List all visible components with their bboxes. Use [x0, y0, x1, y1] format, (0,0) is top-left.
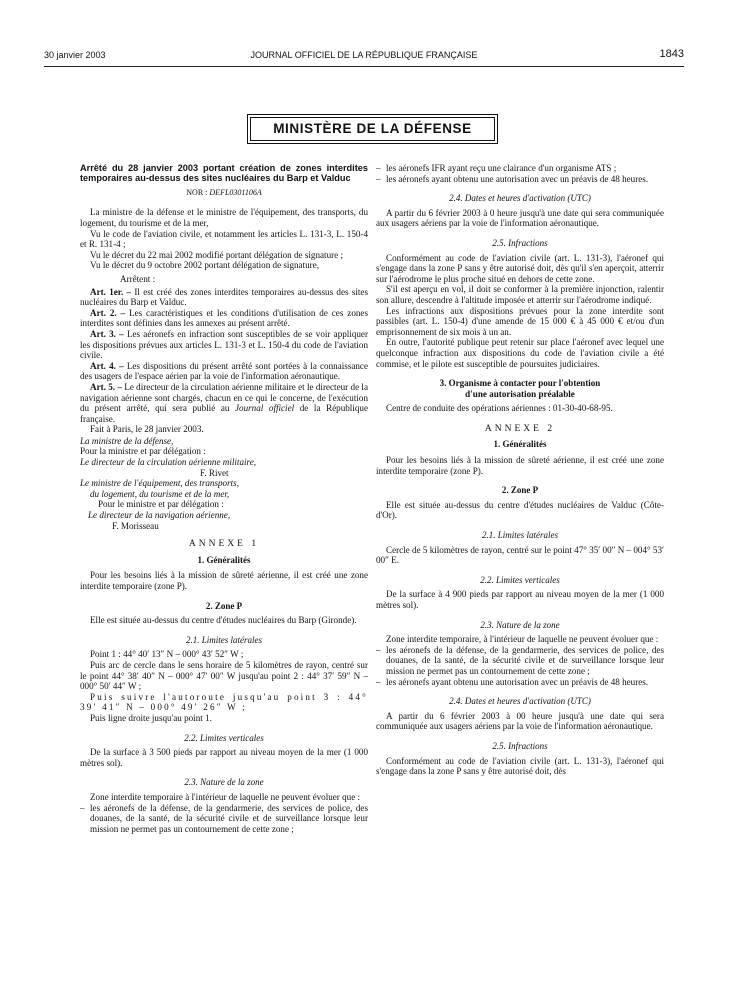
arrete-title: Arrêté du 28 janvier 2003 portant création de zones interdites temporaires au-dessus des sites nucléaires du Barp et Valduc [80, 163, 368, 184]
arretent: Arrêtent : [120, 273, 156, 284]
article-2 [80, 308, 368, 329]
preamble-para: Vu le décret du 9 octobre 2002 portant délégation de signature, [90, 260, 319, 271]
section-title: 2.3. Nature de la zone [184, 777, 264, 788]
section-text: En outre, l'autorité publique peut retenir sur place l'aéronef avec lequel une quelconque infraction aux dispositions du code de l'aviation civile a été commise, et le pilote est susceptible de poursuites judiciaires. [376, 337, 664, 369]
article-text: Les aéronefs en infraction sont susceptibles de se voir appliquer les dispositions prévues aux articles L. 131-3 et L. 150-4 du code de l'aviation civile. [80, 328, 368, 361]
section-text: Pour les besoins liés à la mission de sûreté aérienne, il est créé une zone interdite temporaire (zone P). [80, 570, 368, 591]
section-text: Cercle de 5 kilomètres de rayon, centré sur le point 47° 35′ 00″ N – 004° 53′ 00″ E. [376, 544, 664, 566]
ministry-box: MINISTÈRE DE LA DÉFENSE [250, 117, 495, 141]
section-text: Puis arc de cercle dans le sens horaire de 5 kilomètres de rayon, centré sur le point 44° 38′ 40″ N – 000° 47′ 00″ W jusqu'au point 2 : 44° 37′ 59″ N – 000° 50′ 44″ W ; [80, 659, 368, 692]
section-title: 2.5. Infractions [492, 740, 548, 751]
signature-line: Le directeur de la circulation aérienne militaire, [80, 457, 257, 468]
section-text: Conformément au code de l'aviation civile (art. L. 131-3), l'aéronef qui s'engage dans la zone P sans y être autorisé doit, dès qu'il s'en aperçoit, atterrir sur l'aérodrome le plus proche situé en dehors de cette zone. [376, 252, 664, 284]
section-text: Elle est située au-dessus du centre d'études nucléaires de Valduc (Côte-d'Or). [376, 499, 664, 521]
section-text: A partir du 6 février 2003 à 00 heure jusqu'à une date qui sera communiquée aux usagers aériens par la voie de l'information aéronautique. [376, 710, 664, 732]
signature-line: La ministre de la défense, [80, 435, 174, 446]
article-1 [80, 287, 368, 308]
article-label: Art. 5. – [90, 381, 122, 392]
signature-line: Le ministre de l'équipement, des transports, [80, 478, 239, 489]
section-title: 3. Organisme à contacter pour l'obtention [439, 378, 601, 389]
annexe-1-title: ANNEXE 1 [188, 539, 260, 550]
section-title: 2.2. Limites verticales [184, 732, 264, 743]
article-label: Art. 1er. – [90, 286, 132, 297]
section-title: 2.4. Dates et heures d'activation (UTC) [449, 193, 591, 204]
section-title: 2.1. Limites latérales [186, 634, 262, 645]
article-3 [80, 329, 368, 361]
article-4 [80, 361, 368, 382]
signature-line: Pour la ministre et par délégation : [80, 446, 206, 457]
signature-line: du logement, du tourisme et de la mer, [90, 488, 230, 499]
list-item: – les aéronefs ayant obtenu une autorisation avec un préavis de 48 heures. [376, 677, 664, 688]
section-title: 1. Généralités [197, 554, 251, 565]
section-text: Elle est située au-dessus du centre d'études nucléaires du Barp (Gironde). [90, 615, 357, 626]
article-label: Art. 3. – [90, 328, 124, 339]
section-title: 2.5. Infractions [492, 237, 548, 248]
section-text: Les infractions aux dispositions prévues pour la zone interdite sont passibles (art. L. 150-4) d'une amende de 15 000 € à 45 000 € et/ou d'un emprisonnement de six mois à un an. [376, 305, 664, 337]
preamble-para: Vu le code de l'aviation civile, et notamment les articles L. 131-3, L. 150-4 et R. 131-4 ; [80, 228, 368, 250]
section-text: A partir du 6 février 2003 à 0 heure jusqu'à une date qui sera communiquée aux usagers aériens par la voie de l'information aéronautique. [376, 207, 664, 229]
article-label: Art. 2. – [90, 307, 126, 318]
section-text: Conformément au code de l'aviation civile (art. L. 131-3), l'aéronef qui s'engage dans la zone P sans y être autorisé doit, dès [376, 755, 664, 777]
header-date: 30 janvier 2003 [44, 50, 106, 60]
article-text: de la République française. [80, 403, 368, 424]
section-text: Centre de conduite des opérations aériennes : 01-30-40-68-95. [386, 403, 613, 414]
preamble-para: Vu le décret du 22 mai 2002 modifié portant délégation de signature ; [90, 249, 343, 260]
authorized-list [376, 645, 664, 687]
article-text: Les caractéristiques et les conditions d'utilisation de ces zones interdites sont définies dans les annexes au présent arrêté. [80, 307, 368, 329]
header-page-number: 1843 [659, 48, 684, 60]
right-column [376, 163, 664, 777]
section-title: 2.4. Dates et heures d'activation (UTC) [449, 696, 591, 707]
nor-code: DEFL0301106A [209, 187, 262, 197]
section-title: 2.1. Limites latérales [482, 530, 558, 541]
signature-line: Pour le ministre et par délégation : [98, 499, 224, 510]
authorized-list [80, 803, 368, 835]
section-title: 2. Zone P [205, 600, 243, 611]
section-text: De la surface à 3 500 pieds par rapport au niveau moyen de la mer (1 000 mètres sol). [80, 747, 368, 768]
section-text: Pour les besoins liés à la mission de sûreté aérienne, il est créé une zone interdite temporaire (zone P). [376, 455, 664, 476]
signatory-name: F. Rivet [200, 467, 229, 478]
preamble-para: La ministre de la défense et le ministre de l'équipement, des transports, du logement, du tourisme et de la mer, [80, 207, 368, 228]
annexe-2-title: ANNEXE 2 [484, 423, 556, 434]
authorized-list-continued [376, 163, 664, 184]
list-item: – les aéronefs de la défense, de la gendarmerie, des services de police, des douanes, de la santé, de la sécurité civile et de surveillance lorsque leur mission ne permet pas un contournement de cette zone ; [376, 645, 664, 677]
section-text: Puis ligne droite jusqu'au point 1. [90, 712, 212, 723]
page-header [44, 48, 684, 62]
section-text: Zone interdite temporaire à l'intérieur de laquelle ne peuvent évoluer que : [90, 791, 361, 802]
section-text: Point 1 : 44° 40′ 13″ N – 000° 43′ 52″ W ; [90, 649, 244, 660]
list-item: – les aéronefs ayant obtenu une autorisation avec un préavis de 48 heures. [376, 174, 664, 185]
article-5 [80, 382, 368, 424]
nor-label: NOR : [186, 187, 208, 197]
header-journal-title: JOURNAL OFFICIEL DE LA RÉPUBLIQUE FRANÇAISE [250, 50, 478, 60]
article-text: Le directeur de la circulation aérienne militaire et le directeur de la navigation aérienne sont chargés, chacun en ce qui le concerne, de l'exécution du présent arrêté, qui sera publié au [80, 381, 368, 414]
section-text: Zone interdite temporaire, à l'intérieur de laquelle ne peuvent évoluer que : [386, 634, 659, 645]
signature-equipement [80, 478, 368, 531]
section-title: 1. Généralités [493, 439, 547, 450]
section-title: d'une autorisation préalable [465, 388, 575, 399]
signatory-name: F. Morisseau [112, 520, 159, 531]
section-title: 2.2. Limites verticales [480, 574, 560, 585]
section-title: 2. Zone P [501, 485, 539, 496]
journal-officiel-ref: Journal officiel [235, 403, 295, 414]
article-text: Il est créé des zones interdites temporaires au-dessus des sites nucléaires du Barp et Valduc. [80, 286, 369, 308]
header-rule [44, 66, 684, 67]
left-column [80, 163, 368, 834]
section-text: S'il est aperçu en vol, il doit se conformer à la première injonction, ralentir son allure, descendre à l'altitude imposée et atterrir sur l'aérodrome indiqué. [376, 284, 664, 305]
section-title: 2.3. Nature de la zone [480, 619, 560, 630]
list-item: – les aéronefs de la défense, de la gendarmerie, des services de police, des douanes, de la santé, de la sécurité civile et de surveillance lorsque leur mission ne permet pas un contournement de cette zone ; [80, 803, 368, 835]
signature-line: Le directeur de la navigation aérienne, [88, 510, 231, 521]
article-text: Les dispositions du présent arrêté sont portées à la connaissance des usagers de l'espace aérien par la voie de l'information aéronautique. [80, 360, 368, 382]
signature-defense [80, 436, 368, 478]
section-text: Puis suivre l'autoroute jusqu'au point 3 : 44° 39′ 41″ N – 000° 49′ 26″ W ; [80, 691, 368, 713]
nor-line [80, 188, 368, 199]
article-label: Art. 4. – [90, 360, 124, 371]
section-text: De la surface à 4 900 pieds par rapport au niveau moyen de la mer (1 000 mètres sol). [376, 589, 664, 610]
fait-a-paris: Fait à Paris, le 28 janvier 2003. [90, 424, 204, 435]
list-item: – les aéronefs IFR ayant reçu une clairance d'un organisme ATS ; [376, 163, 664, 174]
